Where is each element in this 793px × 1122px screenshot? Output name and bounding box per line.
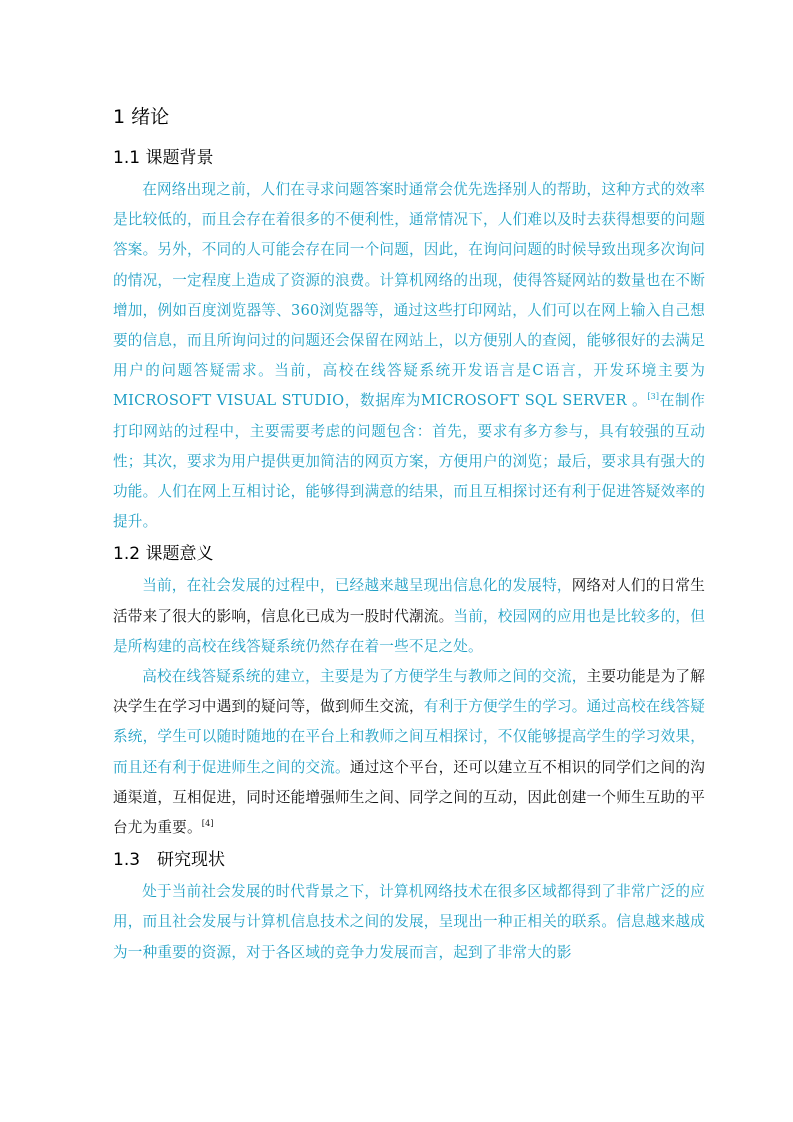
paragraph-text: 在网络出现之前，人们在寻求问题答案时通常会优先选择别人的帮助，这种方式的效率是比较低的，而且会存在着很多的不便利性，通常情况下，人们难以及时去获得想要的问题答案。另外，不同的人可能会存在同一个问题，因此，在询问问题的时候导致出现多次询问的情况，一定程度上造成了资源的浪费。计算机网络的出现，使得答疑网站的数量也在不断增加，例如百度浏览器等、360浏览器等，通过这些打印网站，人们可以在网上输入自己想要的信息，而且所询问过的问题还会保留在网站上，以方便别人的查阅，能够很好的去满足用户的问题答疑需求。当前，高校在线答疑系统开发语言是C语言，开发环境主要为MICROSOFT VISUAL STUDIO，数据库为MICROSOFT SQL SERVER 。 xyxy=(113,181,705,410)
paragraph-text: 有利于方便学生的学习。通过高校在线答疑系统，学生可以随时随地的在平台上和教师之间互相探讨，不仅能够提高学生的学习效果，而且还有利于促进师生之间的交流。 xyxy=(113,698,705,776)
paragraph-background xyxy=(113,175,705,537)
document-body xyxy=(113,103,705,968)
paragraph-text: 通过这个平台，还可以建立互不相识的同学们之间的沟通渠道，互相促进，同时还能增强师生之间、同学之间的互动，因此创建一个师生互助的平台尤为重要。 xyxy=(113,758,706,837)
paragraph-text: 高校在线答疑系统的建立，主要是为了方便学生与教师之间的交流， xyxy=(142,668,587,686)
paragraph-text: 当前，在社会发展的过程中，已经越来越呈现出信息化的发展特， xyxy=(142,577,572,595)
paragraph-text: 处于当前社会发展的时代背景之下，计算机网络技术在很多区域都得到了非常广泛的应用，而且社会发展与计算机信息技术之间的发展，呈现出一种正相关的联系。 xyxy=(113,883,705,931)
paragraph-text: 当前，校园网的应用也是比较多的，但是所构建的高校在线答疑系统仍然存在着一些不足之处。 xyxy=(113,607,705,655)
paragraph-text: 主要功能是为了解决学生在学习中遇到的疑问等，做到师生交流， xyxy=(113,668,705,716)
paragraph-significance-1 xyxy=(113,571,705,662)
paragraph-significance-2 xyxy=(113,662,705,843)
section-heading-1-3: 1.3 研究现状 xyxy=(113,850,226,871)
section-heading-1-1: 1.1 课题背景 xyxy=(113,148,214,168)
chapter-heading: 1 绪论 xyxy=(113,106,170,128)
paragraph-text: 在制作打印网站的过程中，主要需要考虑的问题包含：首先，要求有多方参与，具有较强的互动性；其次，要求为用户提供更加简洁的网页方案，方便用户的浏览；最后，要求具有强大的功能。人们在网上互相讨论，能够得到满意的结果，而且互相探讨还有利于促进答疑效率的提升。 xyxy=(113,392,705,531)
section-heading-1-2: 1.2 课题意义 xyxy=(113,544,214,565)
citation-3: [3] xyxy=(647,392,660,402)
paragraph-status xyxy=(113,877,705,968)
paragraph-text: 信息越来越成为一种重要的资源，对于各区域的竞争力发展而言，起到了非常大的影 xyxy=(113,913,705,961)
citation-4: [4] xyxy=(201,819,214,829)
paragraph-text: 网络对人们的日常生活带来了很大的影响，信息化已成为一股时代潮流。 xyxy=(113,577,705,625)
